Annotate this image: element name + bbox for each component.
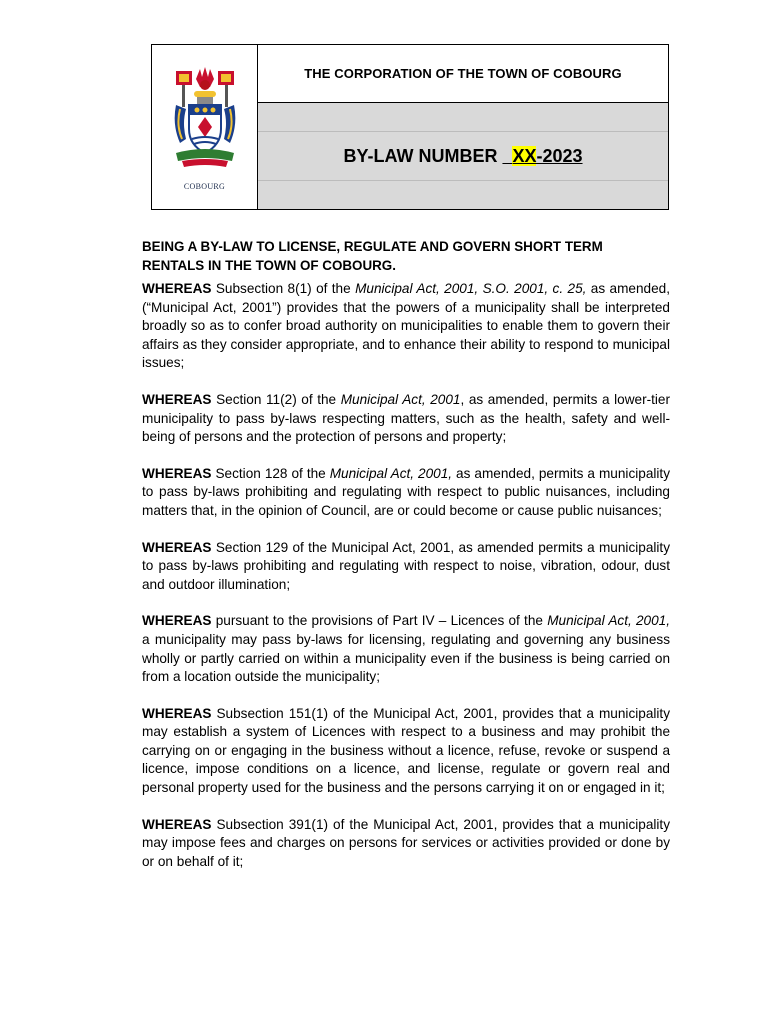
corporation-title: THE CORPORATION OF THE TOWN OF COBOURG	[258, 45, 668, 103]
title-column	[258, 45, 668, 209]
heading-line-2: RENTALS IN THE TOWN OF COBOURG.	[142, 258, 396, 273]
act-citation: Municipal Act, 2001,	[329, 465, 453, 481]
whereas-lead: WHEREAS	[142, 391, 212, 407]
clause-text: Section 11(2) of the	[211, 391, 341, 407]
clause-text: as amended, (“Municipal Act, 2001”) provides that the powers of a municipality shall be interpreted broadly so as to confer broad authority on municipalities to enable them to govern their affairs as they consider appropriate, and to enhance their ability to respond to municipal issues;	[142, 281, 671, 371]
whereas-lead: WHEREAS	[142, 705, 212, 721]
whereas-clause	[142, 705, 670, 798]
whereas-clause	[142, 539, 670, 595]
heading-line-1: BEING A BY-LAW TO LICENSE, REGULATE AND GOVERN SHORT TERM	[142, 239, 603, 254]
bylaw-number	[343, 146, 582, 167]
clause-text: Section 129 of the Municipal Act, 2001, as amended permits a municipality to pass by-laws prohibiting and regulating with respect to noise, vibration, odour, dust and outdoor illumination;	[142, 539, 670, 592]
crest-caption: COBOURG	[183, 182, 226, 191]
whereas-lead: WHEREAS	[142, 613, 212, 629]
clause-text: as amended, permits a municipality to pass by-laws prohibiting and regulating with respect to public nuisances, including matters that, in the opinion of Council, are or could become or cause public nuisances;	[142, 465, 670, 518]
bylaw-prefix: BY-LAW NUMBER	[343, 145, 503, 166]
whereas-clause	[142, 391, 670, 447]
whereas-clause	[142, 280, 670, 373]
whereas-lead: WHEREAS	[142, 539, 212, 555]
whereas-clause	[142, 816, 670, 872]
bylaw-number-placeholder: XX	[512, 145, 537, 166]
crest-cell	[152, 45, 258, 209]
bylaw-year: -2023	[536, 145, 583, 166]
whereas-lead: WHEREAS	[142, 465, 212, 481]
bylaw-blank	[502, 146, 512, 166]
shade-rule	[258, 131, 668, 132]
whereas-lead: WHEREAS	[142, 816, 212, 832]
clause-text: , as amended, permits a lower-tier municipality to pass by-laws respecting matters, such as the health, safety and well-being of persons and the protection of persons and property;	[142, 391, 671, 445]
whereas-clause	[142, 612, 670, 686]
bylaw-number-row	[258, 103, 668, 209]
clause-text: Section 128 of the	[211, 465, 330, 481]
bylaw-header-table	[151, 44, 669, 210]
clause-text: pursuant to the provisions of Part IV – Licences of the	[211, 613, 548, 629]
clause-text: Subsection 151(1) of the Municipal Act, 2001, provides that a municipality may establish a system of Licences with respect to a business and may prohibit the carrying on or engaging in the business without a licence, refuse, revoke or suspend a licence, impose conditions on a licence, and license, regulate or govern real and personal property used for the business and the persons carrying it on or engaged in it;	[142, 705, 670, 796]
whereas-lead: WHEREAS	[142, 281, 212, 296]
bylaw-body	[142, 237, 670, 889]
whereas-clause	[142, 465, 670, 521]
whereas-clauses	[142, 280, 670, 871]
clause-text: Subsection 391(1) of the Municipal Act, 2001, provides that a municipality may impose fees and charges on persons for services or activities provided or done by or on behalf of it;	[142, 816, 670, 869]
act-citation: Municipal Act, 2001,	[547, 613, 671, 629]
cobourg-crest-logo	[170, 65, 240, 180]
shade-rule	[258, 180, 668, 181]
clause-text: Subsection 8(1) of the	[211, 281, 356, 296]
bylaw-heading	[142, 237, 670, 275]
act-citation: Municipal Act, 2001	[340, 391, 461, 407]
clause-text: a municipality may pass by-laws for licensing, regulating and governing any business wholly or partly carried on within a municipality even if the business is being carried on from a location outside the municipality;	[142, 631, 670, 685]
act-citation: Municipal Act, 2001, S.O. 2001, c. 25,	[355, 281, 587, 296]
